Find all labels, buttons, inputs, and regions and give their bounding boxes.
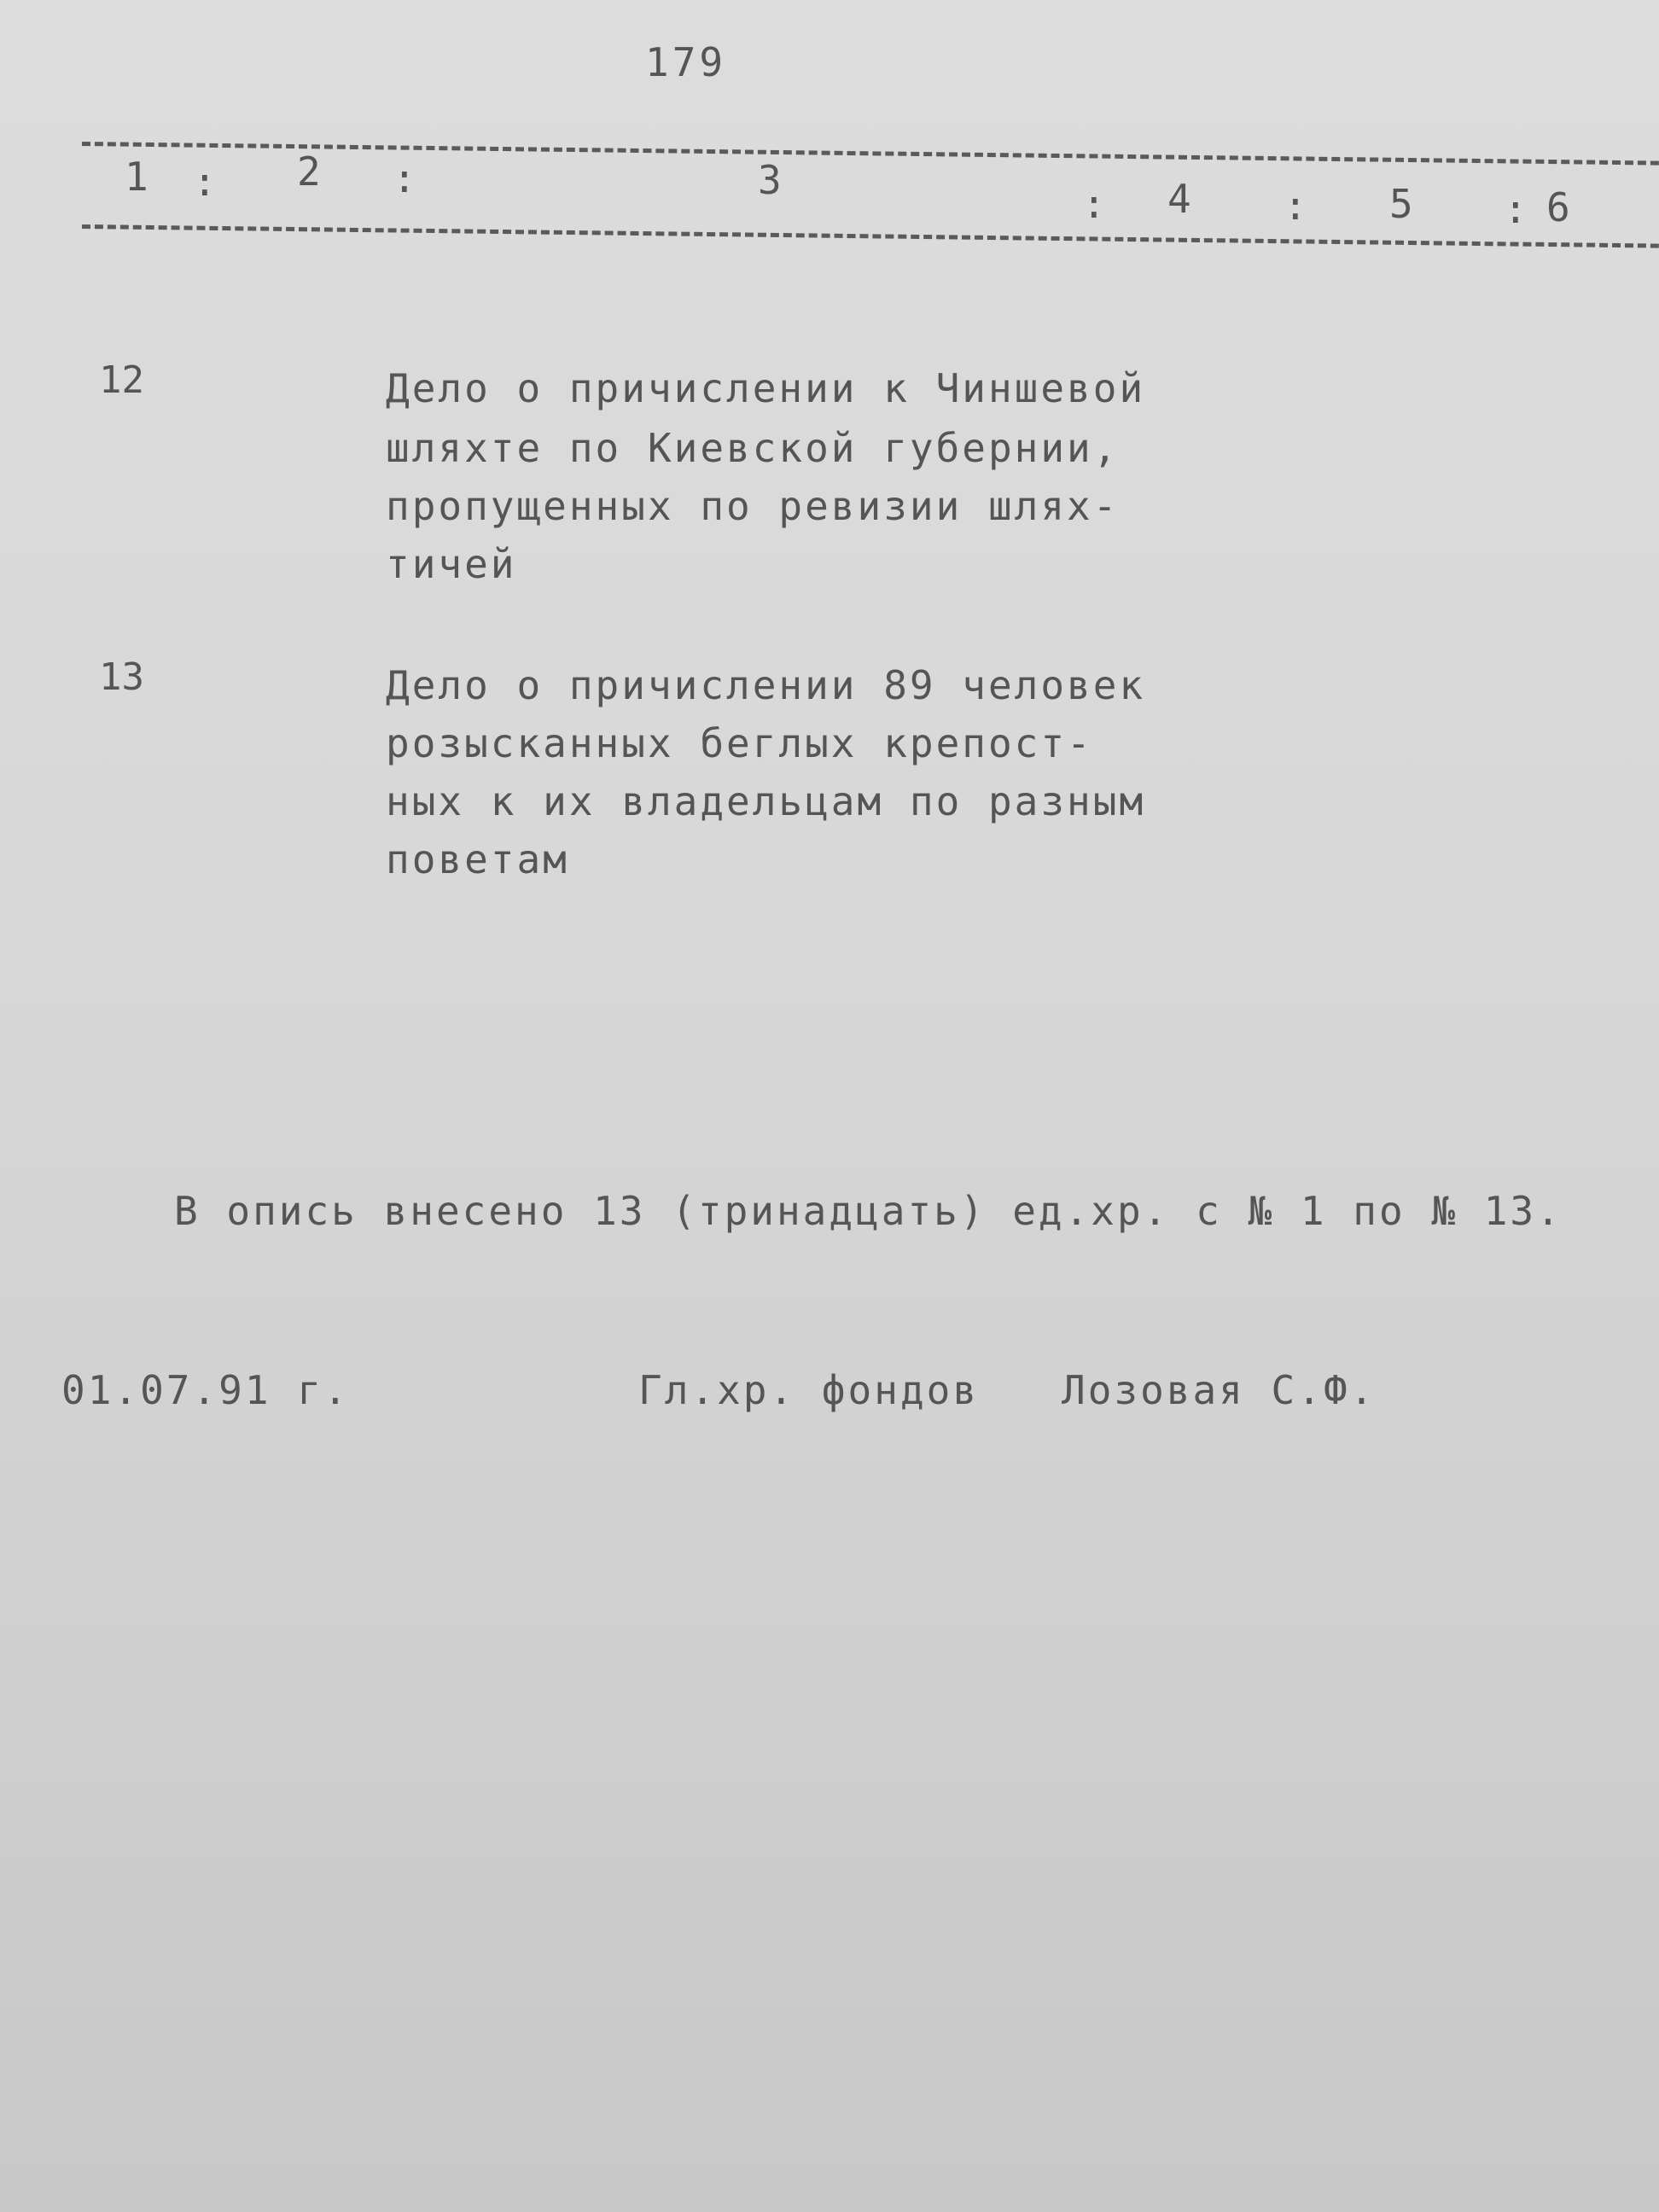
column-separator: : (393, 155, 416, 201)
item-description-line: поветам (386, 836, 569, 882)
page-number: 179 (645, 39, 727, 85)
column-number-3: 3 (758, 157, 782, 203)
column-separator: : (1284, 183, 1307, 229)
column-number-4: 4 (1167, 176, 1191, 222)
column-number-1: 1 (125, 154, 148, 200)
column-number-2: 2 (297, 148, 321, 195)
item-description-line: Дело о причислении к Чиншевой (386, 365, 1146, 411)
signature-title: Гл.хр. фондов (638, 1367, 980, 1413)
column-separator: : (1504, 186, 1528, 232)
inventory-summary: В опись внесено 13 (тринадцать) ед.хр. с № 1 по № 13. (174, 1188, 1563, 1234)
item-description-line: ных к их владельцам по разным (386, 778, 1146, 824)
column-number-5: 5 (1389, 181, 1413, 227)
item-description-line: тичей (386, 541, 517, 587)
column-separator: : (1082, 181, 1106, 227)
column-separator: : (193, 159, 217, 205)
item-description-line: розысканных беглых крепост- (386, 720, 1093, 766)
column-number-6: 6 (1546, 184, 1570, 230)
signature-name: Лозовая С.Ф. (1062, 1367, 1377, 1413)
item-number: 13 (99, 655, 144, 699)
item-number: 12 (99, 358, 144, 402)
header-rule-bottom (82, 224, 1659, 248)
item-description-line: пропущенных по ревизии шлях- (386, 483, 1120, 529)
signature-date: 01.07.91 г. (61, 1367, 350, 1413)
item-description-line: шляхте по Киевской губернии, (386, 425, 1120, 471)
item-description-line: Дело о причислении 89 человек (386, 662, 1146, 708)
